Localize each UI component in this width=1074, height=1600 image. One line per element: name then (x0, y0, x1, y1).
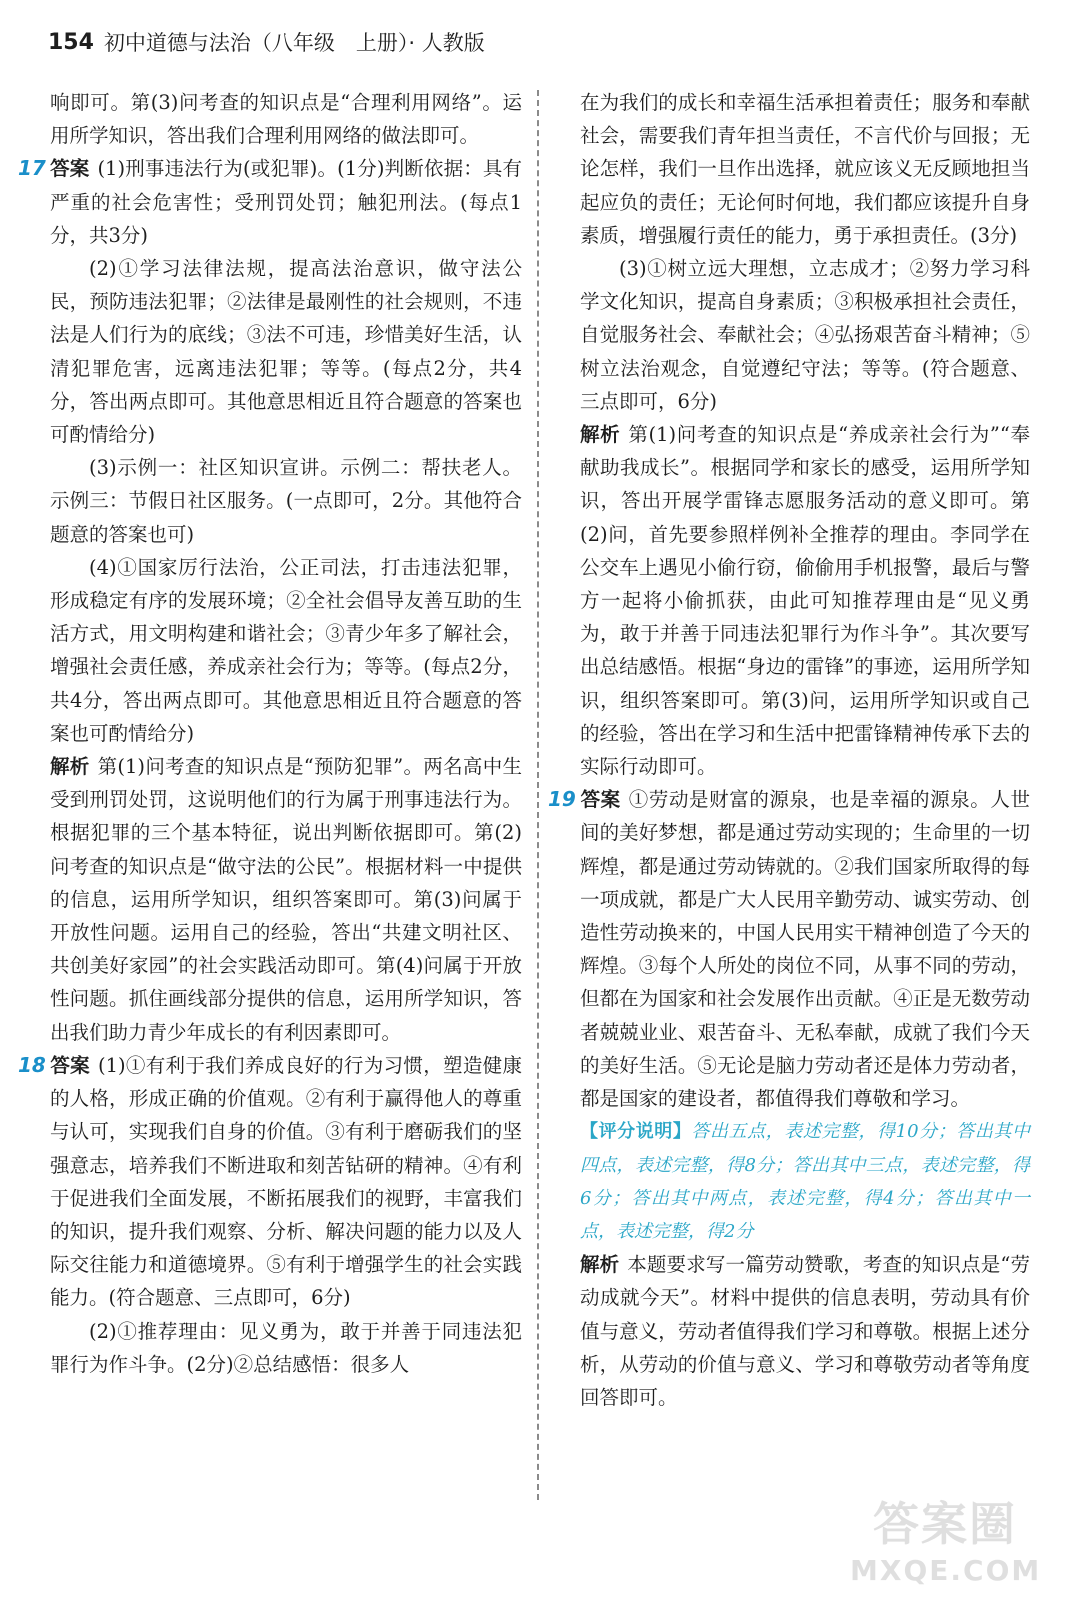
watermark-line2: MXQE.COM (850, 1554, 1042, 1587)
continuation-text: 响即可。第(3)问考查的知识点是“合理利用网络”。运用所学知识，答出我们合理利用网络的做法即可。 (50, 91, 522, 148)
q17-analysis-text: 第(1)问考查的知识点是“预防犯罪”。两名高中生受到刑罚处罚，这说明他们的行为属于刑事违法行为。根据犯罪的三个基本特征，说出判断依据即可。第(2)问考查的知识点是“做守法的公民”。根据材料一中提供的信息，运用所学知识，组织答案即可。第(3)问属于开放性问题。运用自己的经验，答出“共建文明社区、共创美好家园”的社会实践活动即可。第(4)问属于开放性问题。抓住画线部分提供的信息，运用所学知识，答出我们助力青少年成长的有利因素即可。 (50, 755, 522, 1044)
scoring-note (580, 1115, 1030, 1248)
page-header (48, 22, 485, 62)
left-column (18, 86, 522, 1381)
q18-analysis-text: 第(1)问考查的知识点是“养成亲社会行为”“奉献助我成长”。根据同学和家长的感受，运用所学知识，答出开展学雷锋志愿服务活动的意义即可。第(2)问，首先要参照样例补全推荐的理由。李同学在公交车上遇见小偷行窃，偷偷用手机报警，最后与警方一起将小偷抓获，由此可知推荐理由是“见义勇为，敢于并善于同违法犯罪行为作斗争”。其次要写出总结感悟。根据“身边的雷锋”的事迹，运用所学知识，组织答案即可。第(3)问，运用所学知识或自己的经验，答出在学习和生活中把雷锋精神传承下去的实际行动即可。 (580, 423, 1030, 779)
q18-part1: (1)①有利于我们养成良好的行为习惯，塑造健康的人格，形成正确的价值观。②有利于赢得他人的尊重与认可，实现我们自身的价值。③有利于磨砺我们的坚强意志，培养我们不断进取和刻苦钻研的精神。④有利于促进我们全面发展，不断拓展我们的视野，丰富我们的知识，提升我们观察、分析、解决问题的能力以及人际交往能力和道德境界。⑤有利于增强学生的社会实践能力。(符合题意、三点即可，6分) (50, 1053, 522, 1310)
book-title: 初中道德与法治（八年级 上册）· 人教版 (103, 31, 485, 55)
q17-part2: (2)①学习法律法规，提高法治意识，做守法公民，预防违法犯罪；②法律是最刚性的社会规则，不违法是人们行为的底线；③法不可违，珍惜美好生活，认清犯罪危害，远离违法犯罪；等等。(每点2分，共4分，答出两点即可。其他意思相近且符合题意的答案也可酌情给分) (50, 257, 522, 447)
watermark-logo (850, 1488, 1042, 1587)
q18-part3: (3)①树立远大理想，立志成才；②努力学习科学文化知识，提高自身素质；③积极承担社会责任，自觉服务社会、奉献社会；④弘扬艰苦奋斗精神；⑤树立法治观念，自觉遵纪守法；等等。(符合题意、三点即可，6分) (580, 257, 1030, 413)
q19-answer (548, 783, 1030, 1115)
q19-answer-text: ①劳动是财富的源泉，也是幸福的源泉。人世间的美好梦想，都是通过劳动实现的；生命里的一切辉煌，都是通过劳动铸就的。②我们国家所取得的每一项成就，都是广大人民用辛勤劳动、诚实劳动、创造性劳动换来的，中国人民用实干精神创造了今天的辉煌。③每个人所处的岗位不同，从事不同的劳动，但都在为国家和社会发展作出贡献。④正是无数劳动者兢兢业业、艰苦奋斗、无私奉献，成就了我们今天的美好生活。⑤无论是脑力劳动者还是体力劳动者，都是国家的建设者，都值得我们尊敬和学习。 (580, 788, 1030, 1111)
question-number: 18 (18, 1052, 46, 1077)
q18-analysis (580, 418, 1030, 783)
analysis-label: 解析 (580, 1253, 620, 1277)
answer-label: 答案 (50, 1053, 90, 1077)
q17-answer (18, 152, 522, 252)
watermark-line1: 答案圈 (873, 1497, 1017, 1551)
question-number: 17 (18, 156, 46, 181)
answer-label: 答案 (580, 788, 621, 812)
q18-answer (18, 1049, 522, 1315)
q18-part2: (2)①推荐理由：见义勇为，敢于并善于同违法犯罪行为作斗争。(2分)②总结感悟：很多人 (50, 1319, 522, 1376)
q17-part1: (1)刑事违法行为(或犯罪)。(1分)判断依据：具有严重的社会危害性；受刑罚处罚；触犯刑法。(每点1分，共3分) (50, 157, 522, 247)
scoring-label: 【评分说明】 (580, 1121, 692, 1143)
q19-analysis (580, 1248, 1030, 1414)
page-number: 154 (48, 29, 94, 55)
column-divider (537, 90, 539, 1500)
right-column (548, 86, 1031, 1414)
question-number: 19 (548, 787, 576, 812)
continuation-text: 在为我们的成长和幸福生活承担着责任；服务和奉献社会，需要我们青年担当责任，不言代价与回报；无论怎样，我们一旦作出选择，就应该义无反顾地担当起应负的责任；无论何时何地，我们都应该提升自身素质，增强履行责任的能力，勇于承担责任。(3分) (580, 91, 1030, 247)
q19-analysis-text: 本题要求写一篇劳动赞歌，考查的知识点是“劳动成就今天”。材料中提供的信息表明，劳动具有价值与意义，劳动者值得我们学习和尊敬。根据上述分析，从劳动的价值与意义、学习和尊敬劳动者等角度回答即可。 (580, 1253, 1030, 1409)
q17-part4: (4)①国家厉行法治，公正司法，打击违法犯罪，形成稳定有序的发展环境；②全社会倡导友善互助的生活方式，用文明构建和谐社会；③青少年多了解社会，增强社会责任感，养成亲社会行为；等等。(每点2分，共4分，答出两点即可。其他意思相近且符合题意的答案也可酌情给分) (50, 555, 522, 745)
scoring-text: 答出五点，表述完整，得10分；答出其中四点，表述完整，得8分；答出其中三点，表述完整，得6分；答出其中两点，表述完整，得4分；答出其中一点，表述完整，得2分 (580, 1121, 1031, 1242)
answer-label: 答案 (50, 157, 90, 181)
q17-analysis (50, 750, 522, 1049)
analysis-label: 解析 (50, 755, 90, 779)
analysis-label: 解析 (580, 423, 621, 447)
q17-part3: (3)示例一：社区知识宣讲。示例二：帮扶老人。示例三：节假日社区服务。(一点即可，2分。其他符合题意的答案也可) (50, 456, 522, 546)
